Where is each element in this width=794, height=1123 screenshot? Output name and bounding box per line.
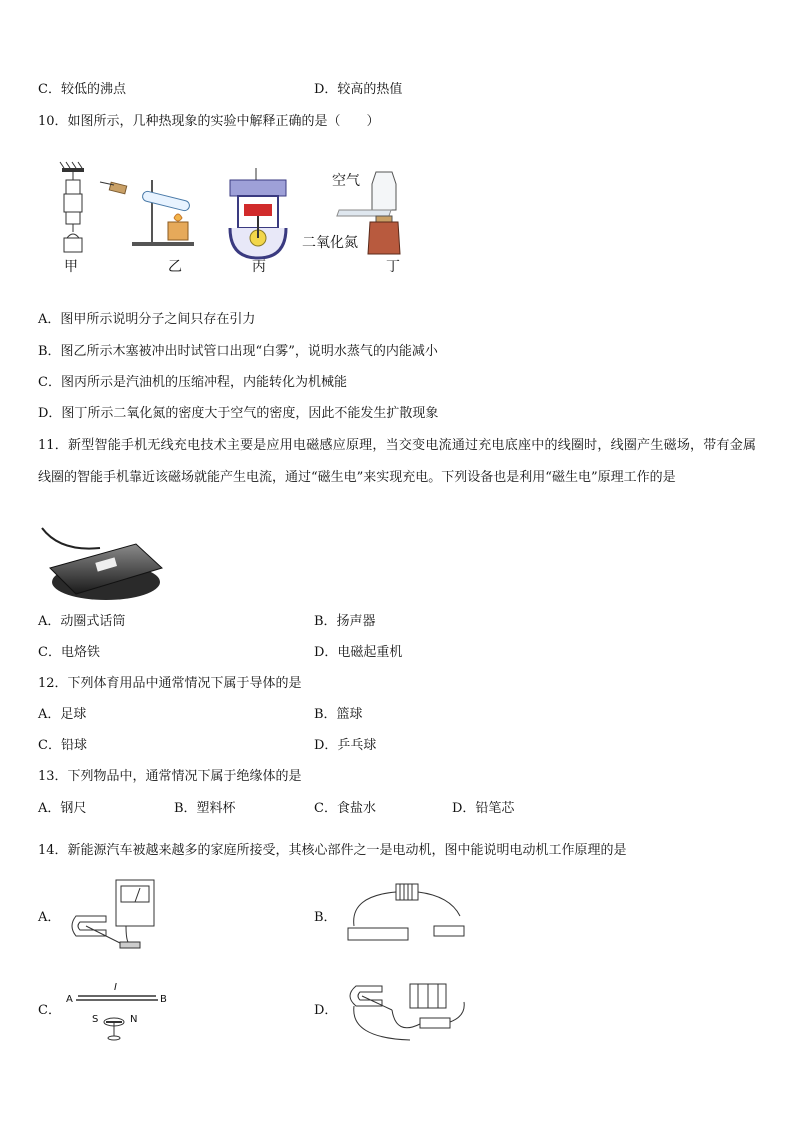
figure-yi-test-tube xyxy=(100,180,194,246)
question-13-option-a: A．钢尺 xyxy=(38,801,87,816)
question-11-option-a: A．动圈式话筒 xyxy=(38,614,126,629)
figure-d-motor-circuit xyxy=(340,976,472,1048)
label-bing: 丙 xyxy=(252,259,266,275)
wireless-charger-photo xyxy=(40,522,166,606)
label-ding: 丁 xyxy=(386,259,400,275)
question-12-stem: 12．下列体育用品中通常情况下属于导体的是 xyxy=(38,676,302,691)
option-d: D．较高的热值 xyxy=(314,82,403,97)
question-14-option-c: C． xyxy=(38,1003,61,1018)
figure-jia-lead-blocks xyxy=(60,162,84,252)
figure-bing-engine xyxy=(230,168,286,258)
question-10-stem: 10．如图所示，几种热现象的实验中解释正确的是（ ） xyxy=(38,114,380,129)
label-wire-end-a: A xyxy=(66,994,73,1005)
figure-a-generator-galvanometer xyxy=(66,876,166,956)
label-jia: 甲 xyxy=(64,259,78,275)
question-14-option-a: A． xyxy=(38,910,61,925)
label-no2: 二氧化氮 xyxy=(302,235,358,251)
question-10-option-a: A．图甲所示说明分子之间只存在引力 xyxy=(38,312,256,327)
label-yi: 乙 xyxy=(168,259,182,275)
label-air: 空气 xyxy=(332,173,360,189)
label-current: I xyxy=(114,982,117,993)
label-needle-s: S xyxy=(92,1014,99,1025)
question-13-option-d: D．铅笔芯 xyxy=(452,801,515,816)
question-13-option-c: C．食盐水 xyxy=(314,801,376,816)
q10-figure xyxy=(40,158,420,278)
question-11-option-c: C．电烙铁 xyxy=(38,645,100,660)
question-11-option-b: B．扬声器 xyxy=(314,614,376,629)
option-c: C．较低的沸点 xyxy=(38,82,126,97)
figure-b-electromagnet xyxy=(340,876,470,946)
question-14-option-d: D． xyxy=(314,1003,338,1018)
question-13-stem: 13．下列物品中，通常情况下属于绝缘体的是 xyxy=(38,769,302,784)
question-14-option-b: B． xyxy=(314,910,337,925)
question-12-option-d: D．乒乓球 xyxy=(314,738,377,753)
question-11-stem: 11．新型智能手机无线充电技术主要是应用电磁感应原理，当交变电流通过充电底座中的线圈时，线圈产生磁场，带有金属线圈的智能手机靠近该磁场就能产生电流，通过“磁生电”来实现充电。下列设备也是利用“磁生电”原理工作的是 xyxy=(38,438,756,485)
question-12-option-b: B．篮球 xyxy=(314,707,363,722)
question-10-option-b: B．图乙所示木塞被冲出时试管口出现“白雾”，说明水蒸气的内能减小 xyxy=(38,344,438,359)
label-needle-n: N xyxy=(130,1014,138,1025)
question-12-option-a: A．足球 xyxy=(38,707,87,722)
question-11-option-d: D．电磁起重机 xyxy=(314,645,403,660)
question-13-option-b: B．塑料杯 xyxy=(174,801,236,816)
question-12-option-c: C．铅球 xyxy=(38,738,87,753)
question-10-option-d: D．图丁所示二氧化氮的密度大于空气的密度，因此不能发生扩散现象 xyxy=(38,406,439,421)
question-14-stem: 14．新能源汽车被越来越多的家庭所接受，其核心部件之一是电动机，图中能说明电动机工作原理的是 xyxy=(38,843,627,858)
question-10-option-c: C．图丙所示是汽油机的压缩冲程，内能转化为机械能 xyxy=(38,375,347,390)
label-wire-end-b: B xyxy=(160,994,167,1005)
